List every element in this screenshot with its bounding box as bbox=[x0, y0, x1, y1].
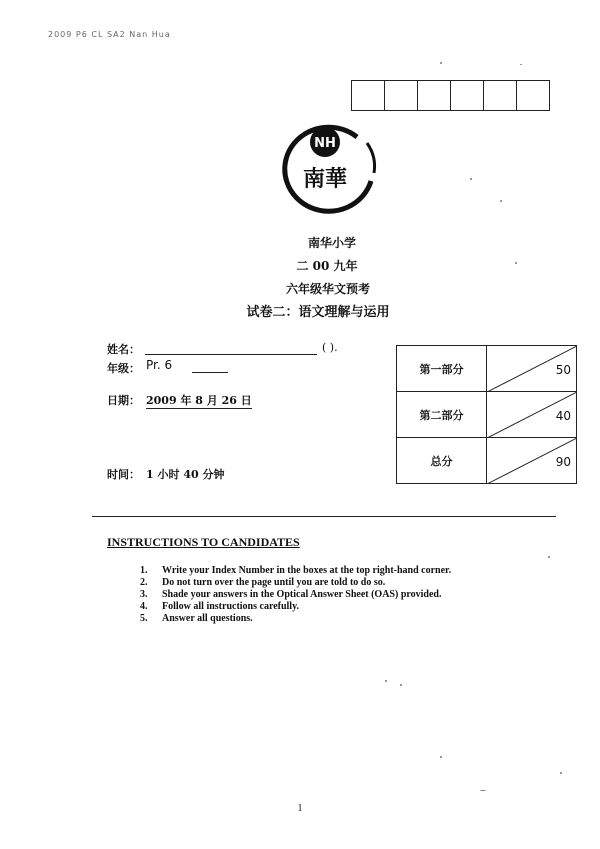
time-label: 时间： bbox=[107, 468, 140, 481]
name-field[interactable] bbox=[145, 342, 317, 355]
logo-characters: 南華 bbox=[302, 167, 348, 192]
exam-year: 二 00 九年 bbox=[296, 259, 358, 273]
section-name: 第一部分 bbox=[397, 346, 487, 392]
scan-speck bbox=[470, 178, 472, 180]
divider bbox=[92, 516, 556, 517]
class-label: 年级： bbox=[107, 362, 140, 375]
index-box[interactable] bbox=[450, 80, 484, 111]
instructions-heading: INSTRUCTIONS TO CANDIDATES bbox=[107, 535, 300, 549]
instructions-list bbox=[140, 565, 451, 625]
scan-speck bbox=[400, 684, 402, 686]
class-field[interactable] bbox=[192, 360, 228, 373]
scan-speck bbox=[560, 772, 562, 774]
score-row bbox=[397, 392, 577, 438]
school-logo bbox=[279, 121, 379, 217]
instruction-number: 4. bbox=[140, 601, 148, 612]
max-score: 40 bbox=[555, 409, 571, 423]
index-box[interactable] bbox=[351, 80, 385, 111]
instruction-text: Write your Index Number in the boxes at the top right-hand corner. bbox=[162, 565, 452, 576]
scan-speck bbox=[548, 556, 550, 558]
scan-speck bbox=[515, 262, 517, 264]
date-label: 日期： bbox=[107, 394, 140, 407]
index-box[interactable] bbox=[384, 80, 418, 111]
paper-title: 试卷二：语文理解与运用 bbox=[246, 305, 390, 320]
page-number: 1 bbox=[297, 803, 303, 814]
instruction-number: 3. bbox=[140, 589, 148, 600]
max-score: 90 bbox=[555, 455, 571, 469]
max-score: 50 bbox=[555, 363, 571, 377]
scan-speck bbox=[440, 756, 442, 758]
logo-initials: NH bbox=[314, 136, 336, 151]
score-cell[interactable] bbox=[487, 392, 577, 438]
score-cell[interactable] bbox=[487, 438, 577, 484]
instruction-item bbox=[140, 613, 451, 625]
instruction-item bbox=[140, 601, 451, 613]
index-box[interactable] bbox=[516, 80, 550, 111]
register-number-parens: ( ). bbox=[322, 341, 338, 354]
instruction-item bbox=[140, 565, 451, 577]
instruction-number: 5. bbox=[140, 613, 148, 624]
name-label: 姓名： bbox=[107, 343, 140, 356]
score-row bbox=[397, 438, 577, 484]
instruction-number: 2. bbox=[140, 577, 148, 588]
instruction-text: Shade your answers in the Optical Answer Sheet (OAS) provided. bbox=[162, 589, 442, 600]
scan-speck bbox=[440, 62, 442, 64]
exam-title: 六年级华文预考 bbox=[285, 282, 370, 296]
scan-speck bbox=[385, 680, 387, 682]
section-name: 第二部分 bbox=[397, 392, 487, 438]
scan-speck bbox=[480, 790, 486, 791]
instruction-number: 1. bbox=[140, 565, 148, 576]
date-value: 2009 年 8 月 26 日 bbox=[146, 394, 252, 407]
index-number-boxes bbox=[352, 80, 550, 111]
instruction-item bbox=[140, 577, 451, 589]
class-value: Pr. 6 bbox=[146, 358, 173, 372]
header-line: 2009 P6 CL SA2 Nan Hua bbox=[48, 30, 171, 39]
instruction-text: Do not turn over the page until you are told to do so. bbox=[162, 577, 386, 588]
time-value: 1 小时 40 分钟 bbox=[146, 468, 225, 481]
instruction-text: Follow all instructions carefully. bbox=[162, 601, 300, 612]
scan-speck bbox=[520, 64, 522, 65]
score-table bbox=[396, 345, 577, 484]
score-row bbox=[397, 346, 577, 392]
school-name: 南华小学 bbox=[307, 236, 356, 250]
scan-speck bbox=[500, 200, 502, 202]
section-name: 总分 bbox=[397, 438, 487, 484]
instruction-text: Answer all questions. bbox=[162, 613, 253, 624]
instruction-item bbox=[140, 589, 451, 601]
index-box[interactable] bbox=[483, 80, 517, 111]
score-cell[interactable] bbox=[487, 346, 577, 392]
index-box[interactable] bbox=[417, 80, 451, 111]
